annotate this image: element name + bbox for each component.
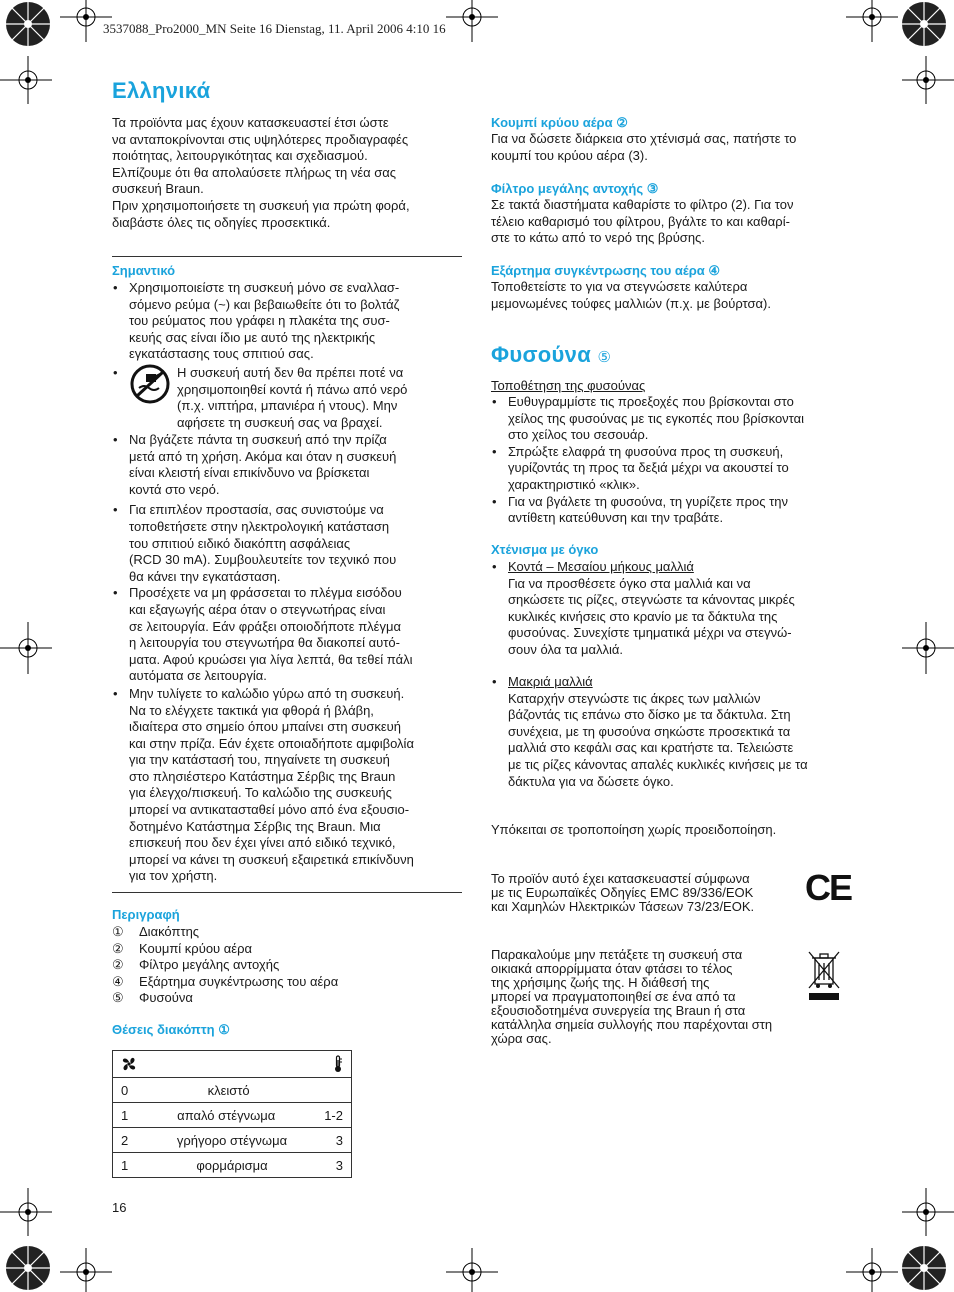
line: και στην πρίζα. Εάν έχετε οποιαδήποτε αμφιβολία	[129, 735, 414, 751]
weee-bin-icon	[806, 949, 842, 1003]
line: μαλλιά στο κεφάλι σας και κρατήστε τα. Τελειώστε	[508, 740, 794, 756]
label: Φίλτρο μεγάλης αντοχής	[139, 957, 280, 973]
line: η λειτουργία του στεγνωτήρα θα διακοπεί αυτό-	[129, 635, 400, 651]
diffuser-title-text: Φυσούνα	[491, 342, 592, 367]
line: κοντά στο νερό.	[129, 481, 220, 497]
line: Για να προσθέσετε όγκο στα μαλλιά και να	[508, 575, 751, 591]
line: μετά από τη χρήση. Ακόμα και όταν η συσκευή	[129, 448, 397, 464]
list-item	[112, 502, 464, 585]
number: ②	[112, 940, 124, 956]
line: • Μην τυλίγετε το καλώδιο γύρω από τη συσκευή.	[129, 685, 405, 701]
intro-line: διαβάστε όλες τις οδηγίες προσεκτικά.	[112, 214, 331, 230]
line: και εξαγωγής αέρα όταν ο στεγνωτήρας είναι	[129, 601, 386, 617]
fit-list	[491, 394, 851, 527]
mode: απαλό στέγνωμα	[177, 1107, 276, 1123]
line: Να το ελέγχετε τακτικά για φθορά ή βλάβη,	[129, 702, 374, 718]
label: Κουμπί κρύου αέρα	[139, 940, 252, 956]
line: χρησιμοποιηθεί κοντά ή πάνω από νερό	[177, 381, 408, 397]
line: χώρα σας.	[491, 1031, 552, 1046]
line: μπορεί να αντικατασταθεί μόνο από ένα εξουσιο-	[129, 802, 410, 818]
switch-table	[112, 1050, 352, 1178]
description-item	[112, 974, 462, 991]
page-title: Ελληνικά	[112, 78, 211, 103]
description-item	[112, 924, 462, 941]
list-item	[491, 394, 851, 444]
mode: γρήγορο στέγνωμα	[176, 1132, 288, 1148]
divider	[112, 892, 462, 893]
table-row	[113, 1153, 352, 1178]
line: κατάλληλα σημεία συλλογής που παρέχονται στη	[491, 1017, 773, 1032]
line: τοποθετήσετε στην ηλεκτρολογική κατάσταση	[129, 518, 390, 534]
table-row	[113, 1078, 352, 1103]
line: Η συσκευή αυτή δεν θα πρέπει ποτέ να	[177, 365, 404, 380]
line: για τον χρήστη.	[129, 868, 218, 884]
heat-level: 3	[335, 1132, 343, 1148]
line: Για να δώσετε διάρκεια στο χτένισμά σας, πατήστε το	[491, 131, 797, 146]
line: • Ευθυγραμμίστε τις προεξοχές που βρίσκονται στο	[508, 394, 794, 409]
line: και Χαμηλών Ηλεκτρικών Τάσεων 73/23/EOK.	[491, 899, 755, 914]
concentrator-heading: Εξάρτημα συγκέντρωσης του αέρα ④	[491, 263, 721, 278]
notice-text: Υπόκειται σε τροποποίηση χωρίς προειδοποίηση.	[491, 822, 777, 837]
label: Φυσούνα	[139, 990, 193, 1006]
description-item	[112, 957, 462, 974]
line: για την κατάστασή του, πηγαίνετε τη συσκευή	[129, 752, 390, 768]
line: Σε τακτά διαστήματα καθαρίστε το φίλτρο (2). Για τον	[491, 197, 794, 212]
list-item	[112, 432, 464, 498]
divider	[112, 256, 462, 257]
mode: κλειστό	[207, 1082, 250, 1098]
position: 1	[121, 1157, 129, 1173]
line: δάκτυλα για να δώσετε όγκο.	[508, 773, 674, 789]
line: για έλεγχο/πισκευή. Το καλώδιο της συσκευής	[129, 785, 392, 801]
line: με τις ρίζες κάνοντας απαλές κυκλικές κινήσεις με τα	[508, 756, 808, 772]
line: θα κάνει την εγκατάσταση.	[129, 568, 281, 584]
print-header: 3537088_Pro2000_MN Seite 16 Dienstag, 11. April 2006 4:10 16	[103, 21, 446, 36]
line: ιδιαίτερα στο σημείο όπου μπαίνει στη συσκευή	[129, 719, 402, 735]
line: κυκλικές κινήσεις στο κρανίο με τα δάκτυλα της	[508, 608, 778, 624]
line: χαρακτηριστικό «κλικ».	[508, 476, 640, 492]
ce-mark-icon: CE	[805, 867, 852, 908]
line: • Σπρώξτε ελαφρά τη φυσούνα προς τη συσκευή,	[508, 443, 784, 459]
line: εγκατάστασης τους σπιτιού σας.	[129, 346, 314, 362]
line: αφήσετε τη συσκευή σας να βραχεί.	[177, 414, 383, 430]
important-heading: Σημαντικό	[112, 263, 176, 278]
position: 2	[121, 1132, 129, 1148]
line: γυρίζοντάς τη προς τα δεξιά μέχρι να ακουστεί το	[508, 460, 789, 476]
list-item	[491, 494, 851, 527]
filter-text	[491, 197, 851, 247]
line: είναι κλειστή είναι επικίνδυνο να βρίσκεται	[129, 465, 370, 481]
line: συνέχεια, με τη φυσούνα σηκώστε προσεκτικά τα	[508, 723, 791, 739]
ce-text	[491, 872, 801, 914]
description-heading: Περιγραφή	[112, 907, 180, 922]
label: Διακόπτης	[139, 924, 200, 939]
line: φυσούνας. Συνεχίστε τμηματικά μέχρι να στεγνώ-	[508, 625, 792, 641]
line: Το προϊόν αυτό έχει κατασκευαστεί σύμφωνα	[491, 871, 750, 886]
description-item	[112, 941, 462, 958]
line: χείλος της φυσούνας με τις εγκοπές που βρίσκονται	[508, 410, 805, 426]
intro-line: ποιότητας, λειτουργικότητας και σχεδιασμού.	[112, 148, 368, 164]
line: σουν όλα τα μαλλιά.	[508, 641, 623, 657]
number: ②	[112, 957, 124, 973]
table-header-row	[113, 1051, 352, 1078]
no-water-icon	[129, 364, 171, 404]
long-hair-heading: • Μακριά μαλλιά	[508, 674, 593, 689]
table-row	[113, 1128, 352, 1153]
line: αυτόματα σε λειτουργία.	[129, 668, 267, 684]
line: στε το κάτω από το νερό της βρύσης.	[491, 230, 705, 246]
label: Εξάρτημα συγκέντρωσης του αέρα	[139, 973, 339, 989]
line: σε λειτουργία. Εάν φράξει οποιοδήποτε πλέγμα	[129, 618, 401, 634]
line: του σπιτιού ειδικό διακόπτη ασφάλειας	[129, 535, 351, 551]
line: Τοποθετείστε το για να στεγνώσετε καλύτερα	[491, 279, 748, 294]
short-hair-heading: • Κοντά – Μεσαίου μήκους μαλλιά	[508, 559, 694, 574]
number: ⑤	[112, 990, 124, 1006]
line: ματα. Αφού κρυώσει για λίγα λεπτά, θα τεθεί πάλι	[129, 651, 413, 667]
number: ④	[112, 973, 124, 989]
list-item	[491, 444, 851, 494]
concentrator-text	[491, 279, 851, 312]
list-item	[112, 686, 464, 885]
line: του ρεύματος που γράφει η πλακέτα της συσ-	[129, 313, 390, 329]
table-row	[113, 1103, 352, 1128]
line: μεμονωμένες τούφες μαλλιών (π.χ. με βούρτσα).	[491, 295, 771, 311]
switch-heading: Θέσεις διακόπτη ①	[112, 1022, 230, 1037]
line: επισκευή που δεν έχει γίνει από ειδικό τεχνικό,	[129, 835, 396, 851]
line: στο χείλος του σεσουάρ.	[508, 427, 649, 443]
list-item	[491, 559, 851, 659]
intro-line: να ανταποκρίνονται στις υψηλότερες προδιαγραφές	[112, 131, 409, 147]
line: (RCD 30 mA). Συμβουλευτείτε τον τεχνικό που	[129, 552, 397, 568]
intro-line: συσκευή Braun.	[112, 181, 204, 197]
line: στο πλησιέστερο Κατάστημα Σέρβις της Braun	[129, 768, 396, 784]
line: οικιακά απορρίμματα όταν φτάσει το τέλος	[491, 961, 733, 976]
list-item	[112, 280, 464, 363]
line: (π.χ. νιπτήρα, μπανιέρα ή ντους). Μην	[177, 398, 398, 414]
line: • Προσέχετε να μη φράσσεται το πλέγμα εισόδου	[129, 585, 402, 601]
intro-text	[112, 115, 462, 231]
heat-level: 1-2	[324, 1107, 343, 1123]
table-header-cell	[113, 1051, 352, 1078]
heat-level: 3	[335, 1157, 343, 1173]
cool-shot-heading: Κουμπί κρύου αέρα ②	[491, 115, 628, 130]
important-list-2	[112, 432, 464, 885]
line: βάζοντάς τις επάνω στο δίσκο με τα δάκτυλα. Στη	[508, 707, 791, 723]
line: μπορεί να πραγματοποιηθεί σε ένα από τα	[491, 989, 736, 1004]
line: κουμπί του κρύου αέρα (3).	[491, 147, 648, 163]
list-item	[112, 585, 464, 685]
line: μπορεί να κάνει τη συσκευή εξαιρετικά επικίνδυνη	[129, 851, 414, 867]
line: • Για να βγάλετε τη φυσούνα, τη γυρίζετε προς την	[508, 493, 788, 509]
fan-icon	[121, 1056, 137, 1072]
description-list	[112, 924, 462, 1007]
line: τέλειο καθαρισμό του φίλτρου, βγάλτε το και καθαρί-	[491, 213, 790, 229]
position: 0	[121, 1082, 129, 1098]
intro-line: Ελπίζουμε ότι θα απολαύσετε πλήρως τη νέα σας	[112, 164, 397, 180]
volume-heading: Χτένισμα με όγκο	[491, 542, 599, 557]
line: • Χρησιμοποιείστε τη συσκευή μόνο σε εναλλασ-	[129, 280, 400, 295]
diffuser-title-number: ⑤	[597, 349, 612, 366]
list-item	[491, 674, 851, 790]
volume-long	[491, 674, 851, 790]
position: 1	[121, 1107, 129, 1123]
filter-heading: Φίλτρο μεγάλης αντοχής ③	[491, 181, 659, 196]
line: Παρακαλούμε μην πετάξετε τη συσκευή στα	[491, 947, 743, 962]
intro-line: Τα προϊόντα μας έχουν κατασκευαστεί έτσι ώστε	[112, 115, 389, 130]
line: • Για επιπλέον προστασία, σας συνιστούμε να	[129, 502, 384, 518]
line: της χρήσιμης ζωής της. Η διάθεσή της	[491, 975, 710, 990]
cool-shot-text	[491, 131, 851, 164]
mode: φορμάρισμα	[196, 1157, 268, 1173]
line: σηκώσετε τις ρίζες, στεγνώστε τα κάνοντας μικρές	[508, 592, 795, 608]
number: ①	[112, 924, 124, 939]
water-warning	[177, 365, 467, 431]
volume-short	[491, 559, 851, 659]
thermometer-icon	[333, 1055, 343, 1073]
page-number: 16	[112, 1200, 127, 1215]
line: με τις Ευρωπαϊκές Οδηγίες EMC 89/336/EOK	[491, 885, 754, 900]
fit-heading: Τοποθέτηση της φυσούνας	[491, 378, 646, 393]
line: Καταρχήν στεγνώστε τις άκρες των μαλλιών	[508, 690, 761, 706]
bullet: •	[113, 365, 118, 380]
line: εξουσιοδοτημένα συνεργεία της Braun ή στα	[491, 1003, 746, 1018]
description-item	[112, 990, 462, 1007]
diffuser-title	[491, 342, 611, 368]
line: δοτημένο Κατάστημα Σέρβις της Braun. Μια	[129, 818, 381, 834]
line: αντίθετη κατεύθυνση και την τραβάτε.	[508, 510, 724, 526]
line: κευής σας είναι ίδιο με αυτό της ηλεκτρικής	[129, 329, 376, 345]
line: σόμενο ρεύμα (~) και βεβαιωθείτε ότι το βολτάζ	[129, 296, 400, 312]
weee-text	[491, 948, 811, 1046]
line: • Να βγάζετε πάντα τη συσκευή από την πρίζα	[129, 432, 387, 447]
intro-line: Πριν χρησιμοποιήσετε τη συσκευή για πρώτη φορά,	[112, 197, 410, 213]
important-list	[112, 280, 464, 363]
